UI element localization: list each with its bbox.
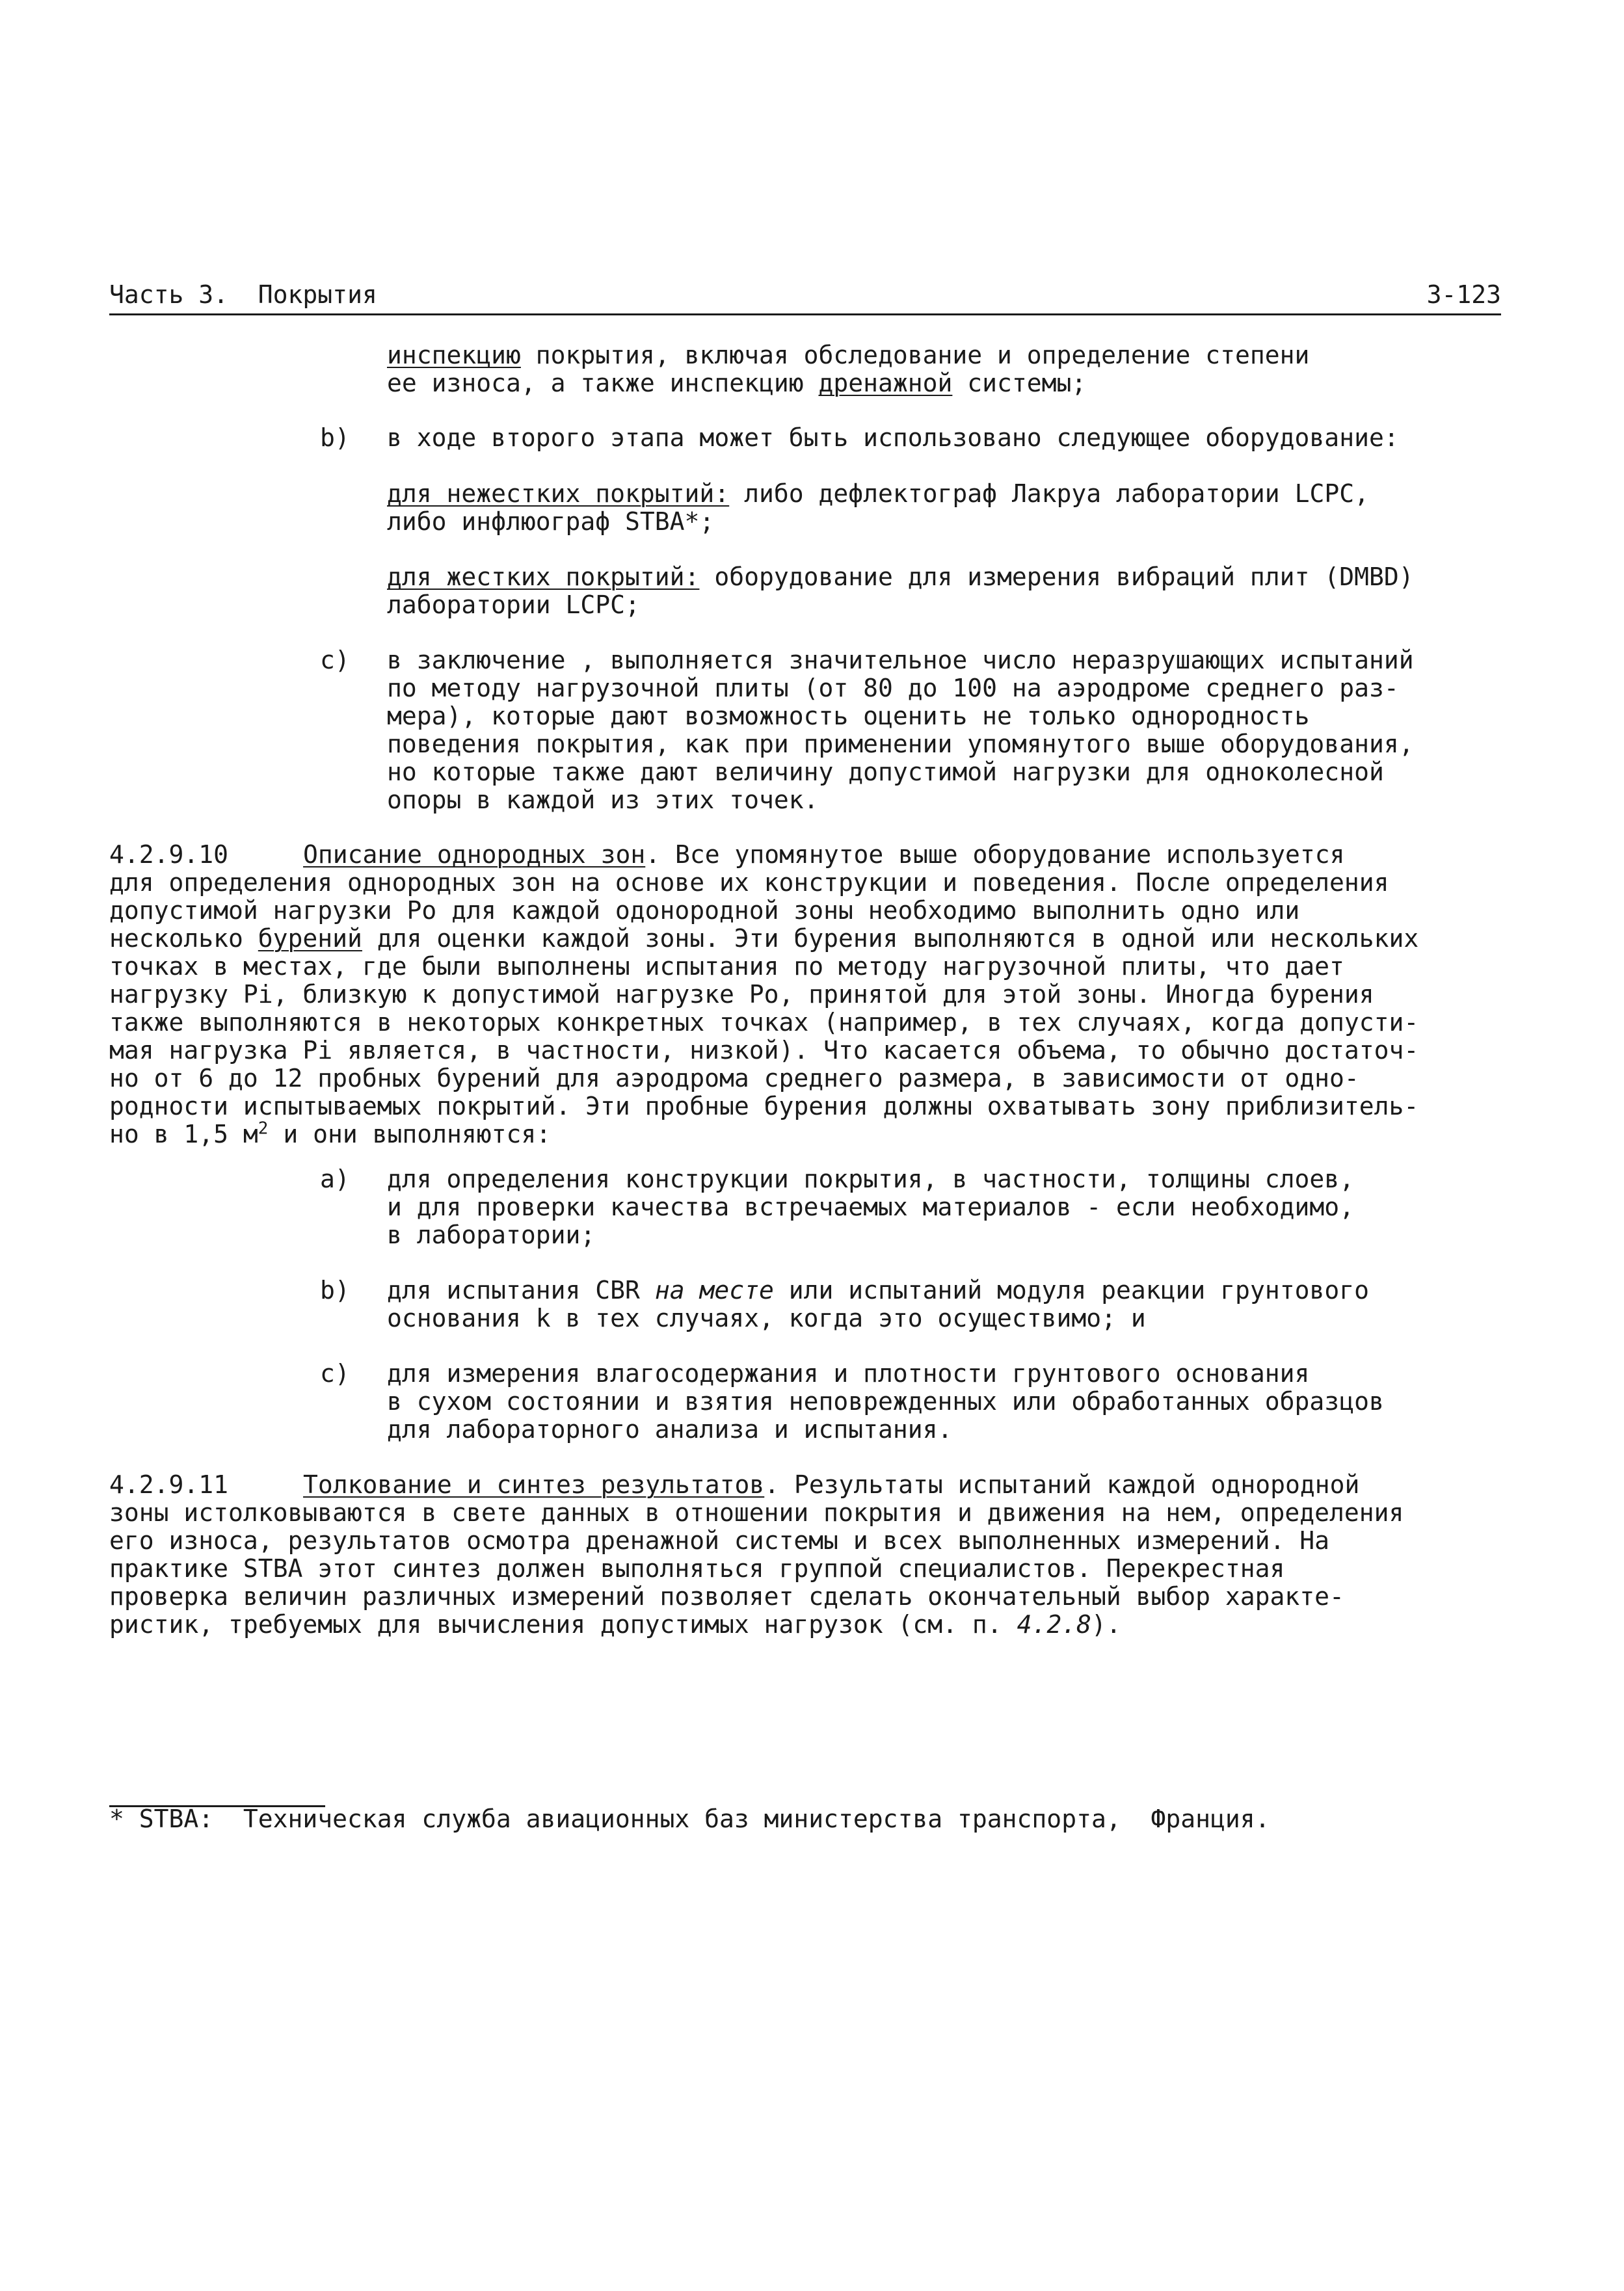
flexible-text: либо инфлюограф STBA*; [387, 507, 715, 536]
intro-text: системы; [952, 369, 1087, 397]
section-text: зоны истолковываются в свете данных в отношении покрытия и движения на нем, определения [109, 1498, 1404, 1527]
list-item-line: основания k в тех случаях, когда это осуществимо; и [387, 1304, 1146, 1332]
section-text: и они выполняются: [268, 1120, 552, 1148]
list-marker: b) [320, 1276, 350, 1304]
list-marker: a) [320, 1165, 350, 1193]
header-part-title: Покрытия [258, 280, 377, 309]
rigid-pavements [387, 563, 1414, 619]
section-text: также выполняются в некоторых конкретных точках (например, в тех случаях, когда допусти- [109, 1008, 1419, 1037]
section-text: для оценки каждой зоны. Эти бурения выполняются в одной или нескольких [362, 924, 1419, 953]
list-item-line: поведения покрытия, как при применении упомянутого выше оборудования, [387, 730, 1414, 758]
section-text: ристик, требуемых для вычисления допустимых нагрузок (см. п. [109, 1610, 1017, 1639]
section-text: практике STBA этот синтез должен выполняться группой специалистов. Перекрестная [109, 1554, 1285, 1583]
list-item-line: в сухом состоянии и взятия неповрежденных или обработанных образцов [387, 1387, 1384, 1416]
rigid-label: для жестких покрытий: [387, 563, 700, 591]
header-part-number: Часть 3. [109, 280, 229, 309]
footnote-text: * STBA: Техническая служба авиационных баз министерства транспорта, Франция. [109, 1805, 1270, 1833]
list-marker: c) [320, 646, 350, 674]
section-text: . Все упомянутое выше оборудование используется [645, 840, 1345, 869]
list-item-line: мера), которые дают возможность оценить не только однородность [387, 702, 1310, 730]
header-part [109, 281, 377, 309]
list-item-line: и для проверки качества встречаемых материалов - если необходимо, [387, 1193, 1355, 1221]
section-text: допустимой нагрузки Po для каждой одонородной зоны необходимо выполнить одно или [109, 896, 1300, 925]
rigid-text: лаборатории LCPC; [387, 590, 640, 619]
list-item [387, 646, 1414, 814]
section-text: но в 1,5 м [109, 1120, 258, 1148]
list-item-line: или испытаний модуля реакции грунтового [773, 1276, 1369, 1304]
section-text: мая нагрузка Pi является, в частности, низкой). Что касается объема, то обычно достаточ- [109, 1036, 1419, 1065]
list-item-line: опоры в каждой из этих точек. [387, 786, 819, 814]
section-title: Толкование и синтез результатов [303, 1470, 765, 1499]
intro-text: покрытия, включая обследование и определение степени [520, 341, 1310, 369]
list-item-line: для определения конструкции покрытия, в частности, толщины слоев, [387, 1165, 1355, 1193]
intro-underlined: дренажной [818, 369, 953, 397]
list-item-line: для испытания CBR [387, 1276, 655, 1304]
flexible-label: для нежестких покрытий: [387, 479, 730, 508]
list-item-line: для лабораторного анализа и испытания. [387, 1415, 953, 1444]
italic-text: на месте [654, 1276, 774, 1304]
section-text: . Результаты испытаний каждой однородной [764, 1470, 1360, 1499]
list-item-text: в ходе второго этапа может быть использовано следующее оборудование: [387, 423, 1399, 452]
intro-paragraph [387, 341, 1309, 397]
section-text: проверка величин различных измерений позволяет сделать окончательный выбор характе- [109, 1582, 1344, 1611]
section-text: родности испытываемых покрытий. Эти пробные бурения должны охватывать зону приблизитель- [109, 1092, 1419, 1120]
page-number: 3-123 [1426, 280, 1501, 309]
footnote [109, 1805, 1270, 1833]
section-4-2-9-11 [109, 1471, 1404, 1639]
list-marker: b) [320, 423, 350, 452]
list-item [387, 424, 1399, 452]
section-text: несколько [109, 924, 258, 953]
section-4-2-9-10 [109, 841, 1418, 1148]
section-text: для определения однородных зон на основе их конструкции и поведения. После определения [109, 868, 1389, 897]
section-underlined: бурений [258, 924, 362, 953]
page-header [109, 281, 1501, 315]
intro-underlined: инспекцию [387, 341, 521, 369]
section-number: 4.2.9.10 [109, 840, 229, 869]
list-item-line: по методу нагрузочной плиты (от 80 до 100 на аэродроме среднего раз- [387, 674, 1399, 702]
section-text: ). [1091, 1610, 1121, 1639]
section-text: но от 6 до 12 пробных бурений для аэродрома среднего размера, в зависимости от одно- [109, 1064, 1359, 1093]
section-text: нагрузку Pi, близкую к допустимой нагрузке Po, принятой для этой зоны. Иногда бурения [109, 980, 1374, 1009]
section-number: 4.2.9.11 [109, 1470, 229, 1499]
list-item-line: для измерения влагосодержания и плотности грунтового основания [387, 1359, 1310, 1388]
list-item-line: но которые также дают величину допустимой нагрузки для одноколесной [387, 758, 1384, 786]
section-title: Описание однородных зон [303, 840, 646, 869]
list-item-line: в лаборатории; [387, 1221, 596, 1249]
list-item-line: в заключение , выполняется значительное число неразрушающих испытаний [387, 646, 1414, 674]
list-item [387, 1277, 1369, 1332]
superscript: 2 [258, 1119, 269, 1139]
flexible-text: либо дефлектограф Лакруа лаборатории LCPC, [729, 479, 1369, 508]
intro-text: ее износа, а также инспекцию [387, 369, 819, 397]
list-item [387, 1165, 1354, 1249]
list-item [387, 1360, 1384, 1444]
list-marker: c) [320, 1359, 350, 1388]
italic-text: 4.2.8 [1017, 1610, 1091, 1639]
section-text: его износа, результатов осмотра дренажной системы и всех выполненных измерений. На [109, 1526, 1329, 1555]
section-text: точках в местах, где были выполнены испытания по методу нагрузочной плиты, что дает [109, 952, 1344, 981]
rigid-text: оборудование для измерения вибраций плит (DMBD) [699, 563, 1414, 591]
flexible-pavements [387, 480, 1369, 536]
